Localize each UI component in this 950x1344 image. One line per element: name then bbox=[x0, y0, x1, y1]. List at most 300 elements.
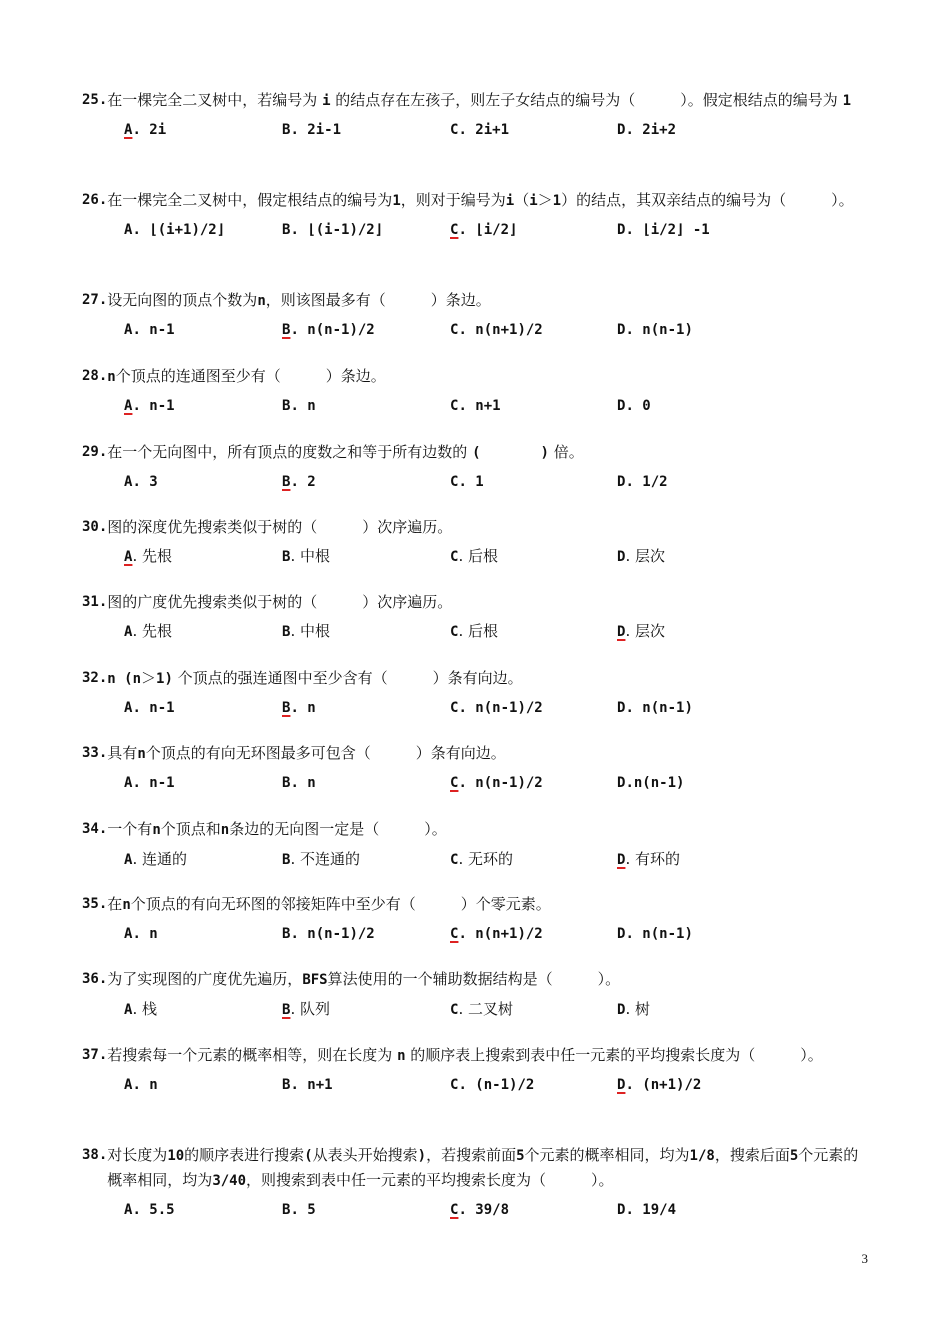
question-text-segment: ( bbox=[472, 445, 481, 461]
option-text: . 层次 bbox=[625, 622, 665, 640]
option-row bbox=[82, 618, 872, 644]
question-text-segment: 3/40 bbox=[212, 1173, 247, 1189]
question-stem bbox=[82, 364, 872, 389]
option-letter: A bbox=[124, 926, 133, 942]
option-c bbox=[450, 317, 543, 343]
question-27 bbox=[82, 288, 872, 343]
question-text-segment: ) bbox=[417, 1148, 427, 1164]
option-letter-answer: C bbox=[450, 222, 459, 238]
option-a bbox=[124, 217, 225, 243]
option-letter: C bbox=[450, 398, 459, 414]
option-letter: A bbox=[124, 322, 133, 338]
option-b bbox=[282, 770, 316, 796]
option-text: . 1/2 bbox=[625, 474, 668, 490]
option-letter-answer: C bbox=[450, 926, 459, 942]
option-letter: D bbox=[617, 122, 626, 138]
option-letter-answer: A bbox=[124, 549, 133, 565]
question-text-segment: i bbox=[505, 193, 515, 209]
option-text: . 无环的 bbox=[458, 850, 513, 868]
option-letter: D bbox=[617, 1202, 626, 1218]
option-letter: D bbox=[617, 398, 626, 414]
option-text: . n(n-1)/2 bbox=[458, 700, 543, 716]
option-c bbox=[450, 846, 513, 873]
option-a bbox=[124, 695, 175, 721]
option-b bbox=[282, 1072, 333, 1098]
question-stem bbox=[82, 817, 872, 842]
option-letter: C bbox=[450, 474, 459, 490]
option-c bbox=[450, 217, 517, 243]
question-text-segment: n bbox=[107, 369, 116, 385]
question-text-segment: 1) bbox=[156, 671, 173, 687]
question-text-segment: 一个有 bbox=[107, 820, 153, 838]
question-text-segment: 在一个无向图中，所有顶点的度数之和等于所有边数的 bbox=[107, 443, 473, 461]
option-c bbox=[450, 469, 484, 495]
question-text bbox=[107, 1043, 823, 1068]
option-b bbox=[282, 543, 330, 570]
question-text-segment: ( bbox=[304, 1148, 313, 1164]
question-number: 27. bbox=[82, 292, 108, 308]
option-c bbox=[450, 770, 543, 796]
question-text-segment: 的顺序表上搜索到表中任一元素的平均搜索长度为（ ）。 bbox=[405, 1046, 823, 1064]
question-number: 35. bbox=[82, 896, 108, 912]
question-34 bbox=[82, 817, 872, 872]
option-text: . n(n-1) bbox=[625, 926, 693, 942]
question-text-segment: n bbox=[152, 822, 161, 838]
question-text-segment: ) bbox=[540, 445, 549, 461]
option-text: .n(n-1) bbox=[625, 775, 685, 791]
question-number: 28. bbox=[82, 368, 108, 384]
option-text: . n bbox=[290, 398, 316, 414]
option-b bbox=[282, 469, 316, 495]
option-a bbox=[124, 921, 158, 947]
question-text bbox=[107, 967, 620, 992]
option-text: . 5 bbox=[290, 1202, 316, 1218]
option-letter: C bbox=[450, 1077, 459, 1093]
option-a bbox=[124, 393, 175, 419]
option-letter: A bbox=[124, 222, 133, 238]
question-stem bbox=[82, 1043, 872, 1068]
option-b bbox=[282, 117, 341, 143]
option-text: . 5.5 bbox=[132, 1202, 175, 1218]
option-letter: C bbox=[450, 1002, 459, 1018]
question-text-segment: i bbox=[322, 93, 331, 109]
question-number: 33. bbox=[82, 745, 108, 761]
question-text-segment: （ bbox=[514, 191, 530, 209]
option-row bbox=[82, 217, 872, 243]
option-text: . n bbox=[132, 1077, 158, 1093]
option-b bbox=[282, 1197, 316, 1223]
option-letter-answer: B bbox=[282, 700, 291, 716]
option-letter: C bbox=[450, 322, 459, 338]
question-text-segment: n bbox=[397, 1048, 406, 1064]
option-letter: D bbox=[617, 474, 626, 490]
option-b bbox=[282, 618, 330, 645]
option-c bbox=[450, 996, 513, 1023]
option-d bbox=[617, 393, 651, 419]
question-text-segment: 为了实现图的广度优先遍历， bbox=[107, 970, 303, 988]
option-a bbox=[124, 543, 172, 570]
option-letter: A bbox=[124, 1202, 133, 1218]
option-letter-answer: D bbox=[617, 624, 626, 640]
question-text-segment bbox=[481, 443, 541, 461]
option-text: . 层次 bbox=[625, 547, 665, 565]
question-text-segment: n bbox=[137, 746, 146, 762]
question-stem bbox=[82, 967, 872, 992]
option-b bbox=[282, 217, 383, 243]
option-row bbox=[82, 1197, 872, 1223]
question-text-segment: ＞ bbox=[537, 191, 553, 209]
option-a bbox=[124, 1072, 158, 1098]
question-text bbox=[107, 88, 851, 113]
option-text: . n(n-1) bbox=[625, 322, 693, 338]
option-text: . 有环的 bbox=[625, 850, 680, 868]
option-row bbox=[82, 317, 872, 343]
question-text-segment: 设无向图的顶点个数为 bbox=[107, 291, 258, 309]
question-text-segment: 个顶点和 bbox=[160, 820, 221, 838]
question-text-segment: 条边的无向图一定是（ ）。 bbox=[229, 820, 447, 838]
option-letter: D bbox=[617, 222, 626, 238]
option-letter-answer: C bbox=[450, 1202, 459, 1218]
option-letter-answer: B bbox=[282, 1002, 291, 1018]
question-number: 30. bbox=[82, 519, 108, 535]
option-text: . 1 bbox=[458, 474, 484, 490]
option-a bbox=[124, 770, 175, 796]
option-row bbox=[82, 695, 872, 721]
question-text-segment: 1 bbox=[842, 93, 851, 109]
option-a bbox=[124, 846, 187, 873]
option-b bbox=[282, 846, 360, 873]
option-c bbox=[450, 618, 498, 645]
question-text-segment: 10 bbox=[167, 1148, 185, 1164]
option-text: . ⌊i/2⌋ bbox=[458, 222, 518, 238]
question-38 bbox=[82, 1143, 872, 1223]
question-stem bbox=[82, 1143, 872, 1193]
question-text-segment: 在一棵完全二叉树中，假定根结点的编号为 bbox=[107, 191, 393, 209]
question-number: 34. bbox=[82, 821, 108, 837]
option-row bbox=[82, 469, 872, 495]
option-letter-answer: B bbox=[282, 474, 291, 490]
option-letter: D bbox=[617, 775, 626, 791]
option-b bbox=[282, 393, 316, 419]
option-letter: B bbox=[282, 122, 291, 138]
option-b bbox=[282, 996, 330, 1023]
option-text: . n(n-1)/2 bbox=[290, 926, 375, 942]
question-31 bbox=[82, 590, 872, 644]
question-stem bbox=[82, 288, 872, 313]
question-28 bbox=[82, 364, 872, 419]
option-text: . n-1 bbox=[132, 700, 175, 716]
question-text bbox=[107, 666, 522, 691]
question-text-segment: ，则该图最多有（ ）条边。 bbox=[265, 291, 491, 309]
question-number: 29. bbox=[82, 444, 108, 460]
option-letter: A bbox=[124, 852, 133, 868]
option-text: . 39/8 bbox=[458, 1202, 510, 1218]
option-d bbox=[617, 317, 693, 343]
question-text-segment: 5 bbox=[789, 1148, 799, 1164]
option-row bbox=[82, 393, 872, 419]
question-text-segment: 若搜索每一个元素的概率相等，则在长度为 bbox=[107, 1046, 398, 1064]
question-text-segment: ）的结点，其双亲结点的编号为（ ）。 bbox=[561, 191, 854, 209]
option-text: . 后根 bbox=[458, 622, 498, 640]
question-text bbox=[107, 892, 550, 917]
question-text-segment: n (n bbox=[107, 671, 142, 687]
option-d bbox=[617, 618, 665, 645]
question-text-segment: n bbox=[220, 822, 230, 838]
question-number: 31. bbox=[82, 594, 108, 610]
option-text: . 连通的 bbox=[132, 850, 187, 868]
option-c bbox=[450, 921, 543, 947]
question-text-segment: 1/8 bbox=[689, 1148, 715, 1164]
question-text-segment: BFS bbox=[302, 972, 328, 988]
option-letter: D bbox=[617, 926, 626, 942]
question-text-segment: ＞ bbox=[141, 669, 157, 687]
option-letter: D bbox=[617, 322, 626, 338]
option-letter: A bbox=[124, 700, 133, 716]
option-d bbox=[617, 770, 684, 796]
option-letter: C bbox=[450, 700, 459, 716]
question-25 bbox=[82, 88, 872, 143]
option-letter: B bbox=[282, 398, 291, 414]
question-text-segment: 1 bbox=[552, 193, 562, 209]
option-text: . n-1 bbox=[132, 322, 175, 338]
option-text: . 栈 bbox=[132, 1000, 157, 1018]
question-text-segment: n bbox=[122, 897, 131, 913]
option-b bbox=[282, 317, 375, 343]
option-text: . n bbox=[290, 775, 316, 791]
option-letter: B bbox=[282, 1077, 291, 1093]
option-text: . ⌊(i-1)/2⌋ bbox=[290, 222, 384, 238]
option-text: . 中根 bbox=[290, 547, 330, 565]
question-text-segment: 对长度为 bbox=[107, 1146, 168, 1164]
option-d bbox=[617, 543, 665, 570]
question-text bbox=[107, 188, 853, 213]
question-text-segment: 在一棵完全二叉树中，若编号为 bbox=[107, 91, 323, 109]
question-text-segment: n bbox=[257, 293, 266, 309]
question-text-segment: ，则搜索到表中任一元素的平均搜索长度为（ ）。 bbox=[246, 1171, 614, 1189]
option-d bbox=[617, 1072, 701, 1098]
option-letter: C bbox=[450, 852, 459, 868]
option-row bbox=[82, 921, 872, 947]
option-text: . n+1 bbox=[290, 1077, 333, 1093]
option-d bbox=[617, 921, 693, 947]
question-stem bbox=[82, 188, 872, 213]
question-number: 26. bbox=[82, 192, 108, 208]
question-text bbox=[107, 1143, 872, 1193]
question-26 bbox=[82, 188, 872, 243]
question-number: 25. bbox=[82, 92, 108, 108]
option-letter: B bbox=[282, 624, 291, 640]
option-text: . n(n-1)/2 bbox=[458, 775, 543, 791]
option-letter: D bbox=[617, 1002, 626, 1018]
question-text bbox=[107, 741, 505, 766]
option-text: . n(n+1)/2 bbox=[458, 322, 543, 338]
option-c bbox=[450, 543, 498, 570]
option-row bbox=[82, 543, 872, 569]
option-text: . n bbox=[290, 700, 316, 716]
option-text: . 先根 bbox=[132, 622, 172, 640]
option-row bbox=[82, 846, 872, 872]
option-c bbox=[450, 393, 501, 419]
question-stem bbox=[82, 515, 872, 539]
question-text bbox=[107, 590, 452, 614]
option-text: . 3 bbox=[132, 474, 158, 490]
option-letter-answer: B bbox=[282, 322, 291, 338]
question-text-segment: 个顶点的有向无环图的邻接矩阵中至少有（ ）个零元素。 bbox=[130, 895, 551, 913]
option-text: . (n-1)/2 bbox=[458, 1077, 535, 1093]
question-text-segment: 算法使用的一个辅助数据结构是（ ）。 bbox=[327, 970, 621, 988]
option-d bbox=[617, 117, 676, 143]
question-text-segment: 从表头开始搜索 bbox=[312, 1146, 418, 1164]
question-text-segment: 1 bbox=[392, 193, 401, 209]
question-text-segment: 个顶点的有向无环图最多可包含（ ）条有向边。 bbox=[145, 744, 506, 762]
question-text-segment: ，则对于编号为 bbox=[400, 191, 506, 209]
option-b bbox=[282, 695, 316, 721]
option-letter: D bbox=[617, 700, 626, 716]
option-a bbox=[124, 1197, 175, 1223]
option-c bbox=[450, 695, 543, 721]
option-d bbox=[617, 1197, 676, 1223]
question-text-segment: 个元素的概率相同，均为 bbox=[524, 1146, 690, 1164]
question-stem bbox=[82, 666, 872, 691]
option-a bbox=[124, 317, 175, 343]
option-text: . ⌊(i+1)/2⌋ bbox=[132, 222, 226, 238]
option-text: . n(n+1)/2 bbox=[458, 926, 543, 942]
question-text bbox=[107, 440, 583, 465]
option-letter: A bbox=[124, 1077, 133, 1093]
option-text: . 2i bbox=[132, 122, 167, 138]
option-letter: B bbox=[282, 549, 291, 565]
option-letter: C bbox=[450, 549, 459, 565]
option-text: . 后根 bbox=[458, 547, 498, 565]
option-row bbox=[82, 117, 872, 143]
option-d bbox=[617, 695, 693, 721]
option-text: . 2i+2 bbox=[625, 122, 677, 138]
option-text: . 先根 bbox=[132, 547, 172, 565]
option-text: . 2 bbox=[290, 474, 316, 490]
option-text: . 二叉树 bbox=[458, 1000, 513, 1018]
option-text: . 19/4 bbox=[625, 1202, 677, 1218]
option-letter: B bbox=[282, 222, 291, 238]
option-letter: A bbox=[124, 624, 133, 640]
question-number: 38. bbox=[82, 1147, 108, 1163]
option-letter: C bbox=[450, 624, 459, 640]
option-text: . 树 bbox=[625, 1000, 650, 1018]
option-row bbox=[82, 1072, 872, 1098]
question-stem bbox=[82, 590, 872, 614]
question-29 bbox=[82, 440, 872, 495]
option-text: . 中根 bbox=[290, 622, 330, 640]
question-text-segment: 图的深度优先搜索类似于树的（ ）次序遍历。 bbox=[107, 518, 453, 536]
question-text-segment: 图的广度优先搜索类似于树的（ ）次序遍历。 bbox=[107, 593, 453, 611]
option-row bbox=[82, 996, 872, 1022]
question-text-segment: 个顶点的强连通图中至少含有（ ）条有向边。 bbox=[172, 669, 523, 687]
option-letter: B bbox=[282, 1202, 291, 1218]
question-32 bbox=[82, 666, 872, 721]
option-a bbox=[124, 117, 166, 143]
option-letter-answer: D bbox=[617, 1077, 626, 1093]
question-text bbox=[107, 817, 446, 842]
question-text-segment: i bbox=[529, 193, 538, 209]
question-37 bbox=[82, 1043, 872, 1098]
option-a bbox=[124, 996, 157, 1023]
option-text: . 2i-1 bbox=[290, 122, 342, 138]
option-letter: B bbox=[282, 775, 291, 791]
question-stem bbox=[82, 440, 872, 465]
question-number: 32. bbox=[82, 670, 108, 686]
option-text: . 不连通的 bbox=[290, 850, 360, 868]
option-b bbox=[282, 921, 375, 947]
option-text: . n bbox=[132, 926, 158, 942]
option-text: . n(n-1) bbox=[625, 700, 693, 716]
question-stem bbox=[82, 741, 872, 766]
question-stem bbox=[82, 88, 872, 113]
option-text: . n-1 bbox=[132, 398, 175, 414]
question-30 bbox=[82, 515, 872, 569]
question-text-segment: 5 bbox=[516, 1148, 525, 1164]
option-text: . n-1 bbox=[132, 775, 175, 791]
option-row bbox=[82, 770, 872, 796]
question-text-segment: 的顺序表进行搜索 bbox=[184, 1146, 305, 1164]
option-text: . n+1 bbox=[458, 398, 501, 414]
question-text bbox=[107, 364, 385, 389]
option-text: . 队列 bbox=[290, 1000, 330, 1018]
option-text: . 0 bbox=[625, 398, 651, 414]
page-number: 3 bbox=[861, 1251, 868, 1266]
option-letter: A bbox=[124, 1002, 133, 1018]
option-letter: B bbox=[282, 852, 291, 868]
option-letter: D bbox=[617, 549, 626, 565]
option-text: . 2i+1 bbox=[458, 122, 510, 138]
option-letter-answer: A bbox=[124, 122, 133, 138]
question-number: 36. bbox=[82, 971, 108, 987]
question-text-segment: 具有 bbox=[107, 744, 138, 762]
question-text bbox=[107, 515, 452, 539]
option-letter: A bbox=[124, 775, 133, 791]
question-36 bbox=[82, 967, 872, 1022]
option-c bbox=[450, 1197, 509, 1223]
option-letter-answer: A bbox=[124, 398, 133, 414]
option-text: . (n+1)/2 bbox=[625, 1077, 702, 1093]
option-text: . n(n-1)/2 bbox=[290, 322, 375, 338]
question-33 bbox=[82, 741, 872, 796]
option-c bbox=[450, 117, 509, 143]
question-text-segment: ，若搜索前面 bbox=[426, 1146, 517, 1164]
option-a bbox=[124, 469, 158, 495]
question-35 bbox=[82, 892, 872, 947]
option-d bbox=[617, 217, 710, 243]
question-number: 37. bbox=[82, 1047, 108, 1063]
option-letter: B bbox=[282, 926, 291, 942]
question-text-segment: 个顶点的连通图至少有（ ）条边。 bbox=[115, 367, 386, 385]
question-text-segment: 在 bbox=[107, 895, 123, 913]
option-letter-answer: C bbox=[450, 775, 459, 791]
question-text bbox=[107, 288, 490, 313]
question-text-segment: 的结点存在左孩子，则左子女结点的编号为（ ）。假定根结点的编号为 bbox=[330, 91, 843, 109]
question-text-segment: ，搜索后面 bbox=[714, 1146, 790, 1164]
option-letter: C bbox=[450, 122, 459, 138]
option-letter-answer: D bbox=[617, 852, 626, 868]
option-c bbox=[450, 1072, 534, 1098]
option-text: . ⌊i/2⌋ -1 bbox=[625, 222, 710, 238]
question-text-segment: 倍。 bbox=[548, 443, 584, 461]
question-text-segment: 个元素的概率相同，均为 bbox=[107, 1146, 859, 1189]
option-d bbox=[617, 846, 680, 873]
option-a bbox=[124, 618, 172, 645]
option-letter: A bbox=[124, 474, 133, 490]
option-d bbox=[617, 996, 650, 1023]
question-stem bbox=[82, 892, 872, 917]
option-d bbox=[617, 469, 668, 495]
